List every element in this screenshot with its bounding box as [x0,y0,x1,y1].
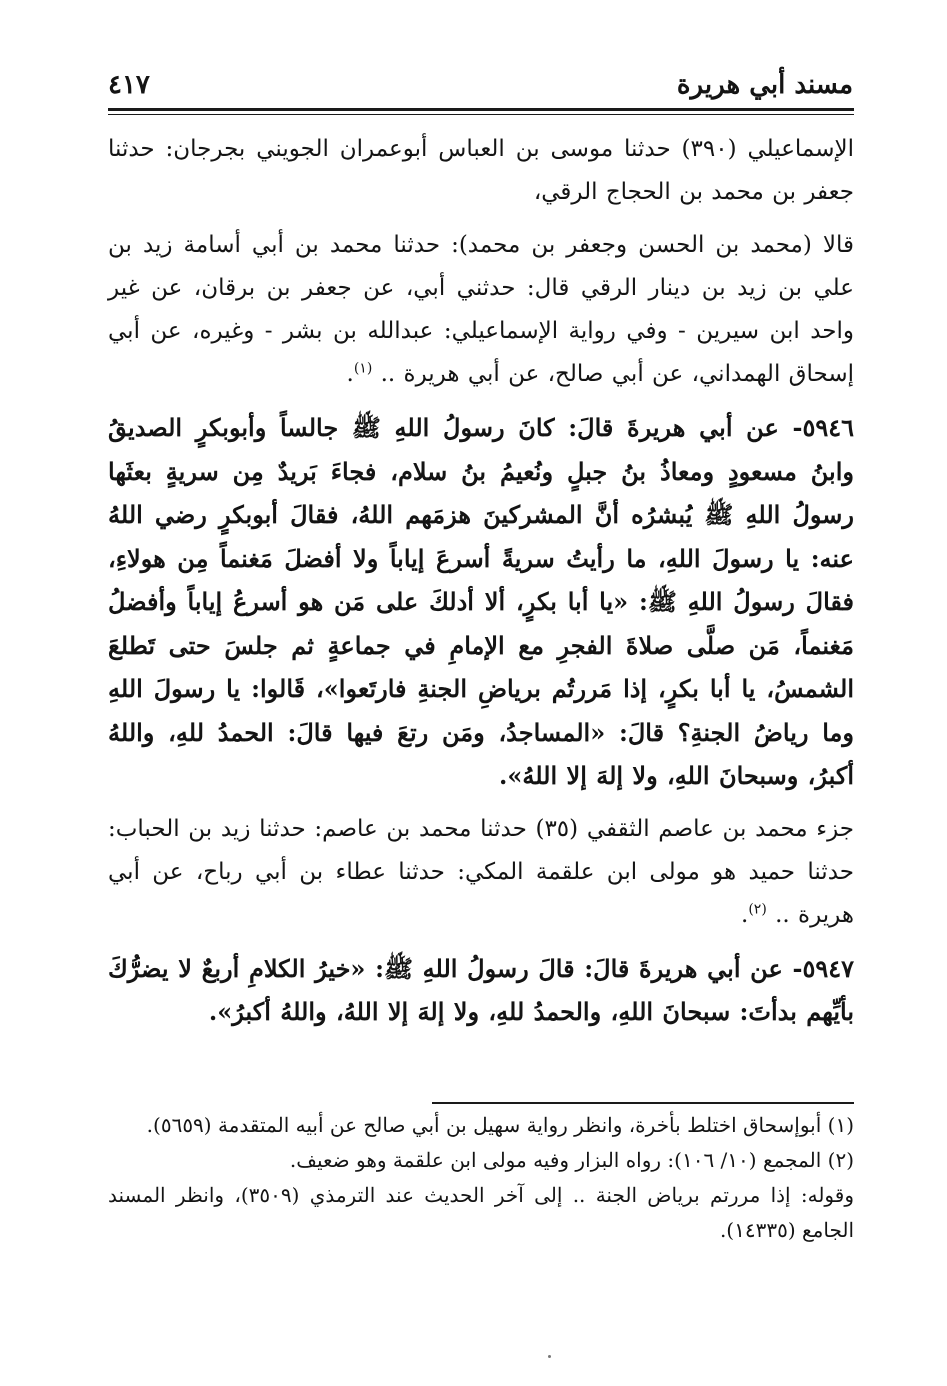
main-text [108,128,854,1044]
footnote-divider [432,1102,854,1104]
page-header [108,62,853,106]
source-text: جزء محمد بن عاصم الثقفي (٣٥) حدثنا محمد بن عاصم: حدثنا زيد بن الحباب: حدثنا حميد هو مولى ابن علقمة المكي: حدثنا عطاء بن أبي رباح، عن أبي هريرة .. [108,815,855,928]
hadith-text: ٥٩٤٧- عن أبي هريرةَ قالَ: قالَ رسولُ اللهِ ﷺ: «خيرُ الكلامِ أربعٌ لا يضرُّكَ بأيِّهم بدأتَ: سبحانَ اللهِ، والحمدُ للهِ، ولا إلهَ إلا اللهُ، واللهُ أكبرُ». [108,953,854,1026]
footnote-1: (١) أبوإسحاق اختلط بأخرة، وانظر رواية سهيل بن أبي صالح عن أبيه المتقدمة (٥٦٥٩). [146,1113,854,1137]
source-paragraph [108,808,854,937]
sentence-end: . [346,361,354,387]
sentence-end: . [741,901,749,928]
source-text: الإسماعيلي (٣٩٠) حدثنا موسى بن العباس أبوعمران الجويني بجرجان: حدثنا جعفر بن محمد بن الحجاج الرقي، [108,136,855,205]
source-text: قالا (محمد بن الحسن وجعفر بن محمد): حدثنا محمد بن أبي أسامة زيد بن علي بن زيد بن دينار الرقي قال: حدثني أبي، عن جعفر بن برقان، عن غير واحد ابن سيرين - وفي رواية الإسماعيلي: عبدالله بن بشر - وغيره، عن أبي إسحاق الهمداني، عن أبي صالح، عن أبي هريرة .. [108,232,854,387]
page-number: ٤١٧ [108,70,150,100]
hadith-5947 [108,947,854,1034]
hadith-5946 [108,406,854,798]
header-rule-thin [108,114,854,115]
footnote-reference: (١) [353,360,373,377]
footnotes [108,1108,854,1248]
hadith-text: ٥٩٤٦- عن أبي هريرةَ قالَ: كانَ رسولُ اللهِ ﷺ جالساً وأبوبكرٍ الصديقُ وابنُ مسعودٍ ومعاذُ بنُ جبلٍ ونُعيمُ بنُ سلام، فجاءَ بَريدٌ مِن سريةٍ بعثَها رسولُ اللهِ ﷺ يُبشرُه أنَّ المشركينَ هزمَهم اللهُ، فقالَ أبوبكرٍ رضي اللهُ عنه: يا رسولَ اللهِ، ما رأيتُ سريةً أسرعَ إياباً ولا أفضلَ مَغنماً مِن هولاءِ، فقالَ رسولُ اللهِ ﷺ: «يا أبا بكرٍ، ألا أدلكَ على مَن هو أسرعُ إياباً وأفضلُ مَغنماً، مَن صلَّى صلاةَ الفجرِ مع الإمامِ في جماعةٍ ثم جلسَ حتى تَطلعَ الشمسُ، يا أبا بكرٍ، إذا مَررتُم برياضِ الجنةِ فارتَعوا»، قَالوا: يا رسولَ اللهِ وما رياضُ الجنةِ؟ قالَ: «المساجدُ، ومَن رتعَ فيها قالَ: الحمدُ للهِ، واللهُ أكبرُ، وسبحانَ اللهِ، ولا إلهَ إلا اللهُ». [108,413,854,790]
footnote-reference: (٢) [748,900,767,917]
source-paragraph [108,224,854,396]
footnote-2-continued: وقوله: إذا مررتم برياض الجنة .. إلى آخر الحديث عند الترمذي (٣٥٠٩)، وانظر المسند الجامع (١٤٣٣٥). [108,1183,854,1242]
scan-speck [548,1355,551,1358]
header-rule-thick [108,108,854,111]
running-title: مسند أبي هريرة [676,70,853,100]
footnote-2: (٢) المجمع (١٠/ ١٠٦): رواه البزار وفيه مولى ابن علقمة وهو ضعيف. [289,1148,854,1172]
source-paragraph [108,128,854,214]
